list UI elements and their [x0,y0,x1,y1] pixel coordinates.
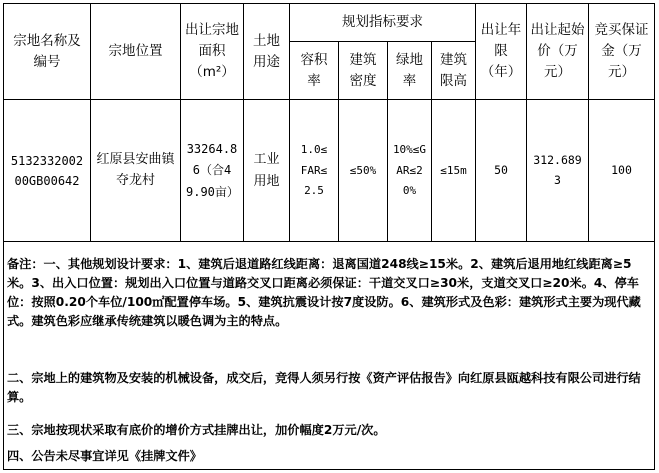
border-left [3,3,4,470]
col-line-5 [338,41,339,242]
col-line-4 [289,3,290,242]
header-green-ratio: 绿地率 [396,52,423,89]
cell-height-limit: ≤15m [440,163,467,177]
col-line-1 [90,3,91,242]
cell-far: 1.0≤FAR≤2.5 [300,143,328,198]
note-paragraph-1: 备注：一、其他规划设计要求：1、建筑后退道路红线距离：退离国道248线≥15米。2、建筑后退用地红线距离≥5米。3、出入口位置：规划出入口位置与道路交叉口距离必须保证：干道交叉口≥30米，支道交叉口≥20米。4、停车位：按照0.20个车位/100㎡配置停车场。5、建筑抗震设计按7度设防。6、建筑形式及色彩：建筑形式主要为现代藏式。建筑色彩应继承传统建筑以暖色调为主的特点。 [7,257,641,328]
header-land-use: 土地用途 [253,32,280,70]
header-planning-group: 规划指标要求 [342,14,423,31]
border-right [654,3,655,470]
header-deposit: 竞买保证金（万元） [594,22,649,80]
cell-green-ratio: 10%≤GAR≤20% [392,143,427,198]
cell-term-years: 50 [494,163,508,178]
header-location: 宗地位置 [108,43,163,60]
header-area: 出让宗地面积（m²） [185,22,239,80]
col-line-2 [180,3,181,242]
border-bottom [3,469,655,470]
col-line-8 [475,3,476,242]
col-line-6 [387,41,388,242]
cell-deposit: 100 [611,163,632,178]
cell-building-density: ≤50% [349,163,377,177]
note-paragraph-2: 二、宗地上的建筑物及安装的机械设备，成交后，竞得人须另行按《资产评估报告》向红原县瓯越科技有限公司进行结算。 [7,371,641,404]
note-paragraph-4: 四、公告未尽事宜详见《挂牌文件》 [7,449,202,463]
header-density: 建筑密度 [349,52,377,89]
col-line-7 [431,41,432,242]
header-bottom-line [3,99,655,100]
cell-start-price: 312.6893 [533,153,582,187]
col-line-10 [588,3,589,242]
header-height-limit: 建筑限高 [440,52,467,89]
data-row-bottom-line [3,241,655,242]
table-grid [3,3,655,470]
header-term: 出让年限（年） [480,22,522,80]
col-line-9 [526,3,527,242]
cell-location: 红原县安曲镇夺龙村 [96,152,175,188]
cell-area: 33264.86（合49.90亩） [186,141,239,199]
header-parcel-name: 宗地名称及编号 [13,32,81,70]
header-start-price: 出让起始价（万元） [530,22,585,80]
note-paragraph-3: 三、宗地按现状采取有底价的增价方式挂牌出让，加价幅度2万元/次。 [7,423,386,437]
col-line-3 [243,3,244,242]
cell-parcel-id: 513233200200GB00642 [10,153,84,188]
group-divider [289,41,475,42]
cell-land-use: 工业用地 [253,151,280,189]
header-far: 容积率 [300,52,328,89]
